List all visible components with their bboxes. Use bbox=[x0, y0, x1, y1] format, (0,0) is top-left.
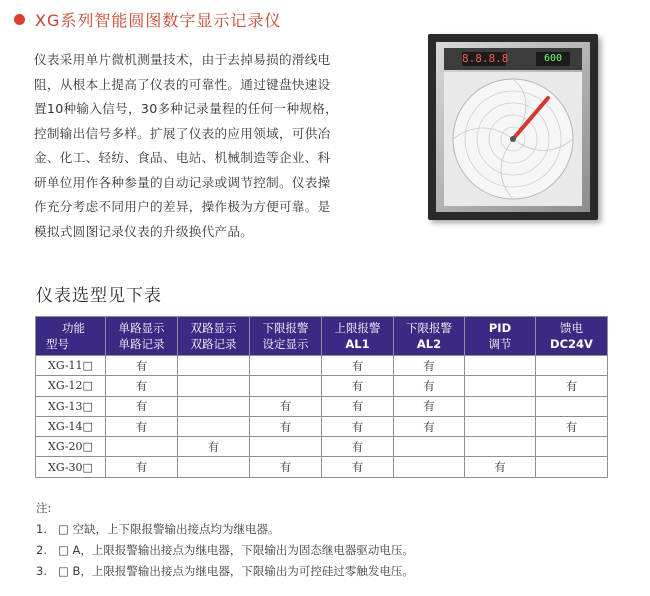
table-row bbox=[36, 396, 608, 416]
table-cell: 有 bbox=[322, 376, 394, 396]
table-cell bbox=[394, 437, 465, 457]
table-row bbox=[36, 376, 608, 396]
note-number: 2. bbox=[36, 543, 47, 557]
header-single-channel: 单路显示 单路记录 bbox=[106, 317, 178, 356]
table-cell bbox=[465, 356, 536, 376]
green-led-display: 600 bbox=[536, 52, 570, 66]
table-cell: 有 bbox=[322, 356, 394, 376]
intro-line: 阻，从根本上提高了仪表的可靠性。通过键盘快速设 bbox=[34, 76, 331, 92]
intro-line: 研单位用作各种参量的自动记录或调节控制。仪表操 bbox=[34, 174, 331, 190]
table-cell bbox=[250, 356, 322, 376]
table-cell bbox=[178, 457, 250, 477]
table-cell bbox=[465, 437, 536, 457]
table-header-row bbox=[36, 317, 608, 356]
intro-line: 模拟式圆图记录仪表的升级换代产品。 bbox=[34, 223, 254, 239]
intro-line: 作充分考虑不同用户的差异，操作极为方便可靠。是 bbox=[34, 199, 331, 214]
table-cell: 有 bbox=[322, 416, 394, 436]
table-cell bbox=[178, 396, 250, 416]
title-row bbox=[14, 8, 281, 31]
model-cell: XG-11□ bbox=[36, 356, 106, 376]
table-cell: 有 bbox=[394, 396, 465, 416]
red-led-display: 8.8.8.8 bbox=[462, 52, 509, 65]
circular-chart-icon bbox=[444, 72, 582, 206]
notes-label: 注: bbox=[36, 501, 52, 515]
header-dual-channel: 双路显示 双路记录 bbox=[178, 317, 250, 356]
recorder-product-image bbox=[428, 34, 598, 220]
table-cell bbox=[536, 437, 608, 457]
model-cell: XG-13□ bbox=[36, 396, 106, 416]
header-model-label: 型号 bbox=[46, 337, 69, 351]
model-selection-table bbox=[35, 316, 608, 478]
table-cell: 有 bbox=[178, 437, 250, 457]
note-item bbox=[36, 540, 414, 561]
table-cell bbox=[106, 437, 178, 457]
header-pid: PID 调节 bbox=[465, 317, 536, 356]
table-row bbox=[36, 356, 608, 376]
note-number: 3. bbox=[36, 564, 47, 578]
table-cell: 有 bbox=[106, 416, 178, 436]
intro-paragraph bbox=[34, 48, 420, 244]
model-cell: XG-14□ bbox=[36, 416, 106, 436]
table-cell: 有 bbox=[250, 396, 322, 416]
bullet-dot bbox=[14, 14, 25, 25]
notes-section bbox=[36, 498, 414, 582]
note-text: □ A，上限报警输出接点为继电器，下限输出为固态继电器驱动电压。 bbox=[58, 543, 414, 557]
table-row bbox=[36, 416, 608, 436]
table-cell bbox=[536, 396, 608, 416]
table-cell bbox=[178, 376, 250, 396]
note-text: □ 空缺，上下限报警输出接点均为继电器。 bbox=[58, 522, 280, 536]
table-cell: 有 bbox=[536, 376, 608, 396]
table-cell bbox=[536, 457, 608, 477]
page-title: XG系列智能圆图数字显示记录仪 bbox=[35, 11, 282, 30]
circular-chart-area bbox=[444, 72, 582, 206]
header-corner bbox=[36, 317, 106, 356]
intro-line: 置10种输入信号，30多种记录量程的任何一种规格， bbox=[34, 101, 339, 116]
table-cell bbox=[465, 396, 536, 416]
header-lower-alarm-setting: 下限报警 设定显示 bbox=[250, 317, 322, 356]
intro-line: 仪表采用单片微机测量技术，由于去掉易损的滑线电 bbox=[34, 52, 331, 67]
table-cell: 有 bbox=[106, 396, 178, 416]
table-cell bbox=[536, 356, 608, 376]
table-cell: 有 bbox=[394, 376, 465, 396]
table-cell bbox=[465, 376, 536, 396]
table-cell bbox=[394, 457, 465, 477]
table-cell bbox=[250, 437, 322, 457]
table-cell: 有 bbox=[536, 416, 608, 436]
table-cell: 有 bbox=[322, 457, 394, 477]
table-cell: 有 bbox=[250, 457, 322, 477]
note-item bbox=[36, 561, 414, 582]
table-cell: 有 bbox=[106, 356, 178, 376]
table-cell: 有 bbox=[106, 376, 178, 396]
table-cell bbox=[178, 416, 250, 436]
header-upper-alarm-al1: 上限报警 AL1 bbox=[322, 317, 394, 356]
table-cell bbox=[178, 356, 250, 376]
table-row bbox=[36, 437, 608, 457]
note-number: 1. bbox=[36, 522, 47, 536]
section-title: 仪表选型见下表 bbox=[36, 286, 162, 306]
table-cell: 有 bbox=[394, 416, 465, 436]
note-text: □ B，上限报警输出接点为继电器，下限输出为可控硅过零触发电压。 bbox=[58, 564, 414, 578]
header-lower-alarm-al2: 下限报警 AL2 bbox=[394, 317, 465, 356]
note-item bbox=[36, 519, 414, 540]
table-cell: 有 bbox=[106, 457, 178, 477]
table-cell bbox=[465, 416, 536, 436]
header-function-label: 功能 bbox=[62, 321, 85, 335]
table-cell bbox=[250, 376, 322, 396]
intro-line: 控制输出信号多样。扩展了仪表的应用领域，可供冶 bbox=[34, 125, 331, 141]
table-cell: 有 bbox=[250, 416, 322, 436]
table-cell: 有 bbox=[322, 437, 394, 457]
table-cell: 有 bbox=[465, 457, 536, 477]
table-row bbox=[36, 457, 608, 477]
table-cell: 有 bbox=[322, 396, 394, 416]
model-cell: XG-20□ bbox=[36, 437, 106, 457]
header-feed-dc24v: 馈电 DC24V bbox=[536, 317, 608, 356]
table-cell: 有 bbox=[394, 356, 465, 376]
intro-line: 金、化工、轻纺、食品、电站、机械制造等企业、科 bbox=[34, 150, 331, 165]
model-cell: XG-12□ bbox=[36, 376, 106, 396]
model-cell: XG-30□ bbox=[36, 457, 106, 477]
